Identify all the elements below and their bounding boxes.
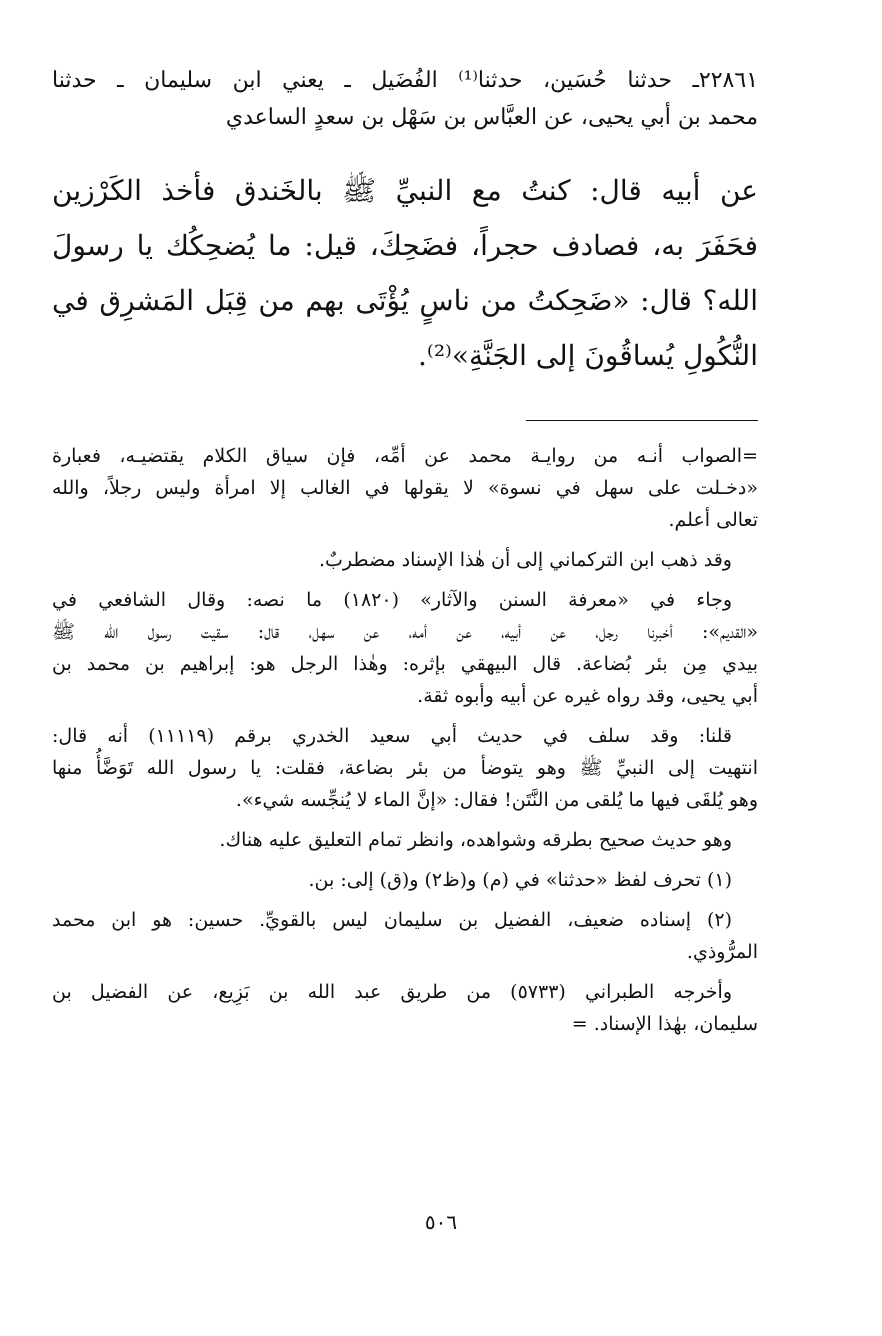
footnote-line: وهو حديث صحيح بطرقه وشواهده، وانظر تمام التعليق عليه هناك. — [219, 829, 732, 851]
footnote-line: وهو يُلقَى فيها ما يُلقى من النَّتَن! فقال: «إنَّ الماء لا يُنجِّسه شيء». — [235, 789, 758, 811]
footnote-line: (١) تحرف لفظ «حدثنا» في (م) و(ظ٢) و(ق) إلى: بن. — [308, 869, 732, 891]
footnote-line: (٢) إسناده ضعيف، الفضيل بن سليمان ليس بالقويِّ. حسين: هو ابن محمد — [52, 909, 732, 931]
footnote-line: وأخرجه الطبراني (٥٧٣٣) من طريق عبد الله بن بَزِيع، عن الفضيل بن — [52, 981, 732, 1003]
page-number: ٥٠٦ — [424, 1210, 458, 1234]
hadith-matn — [52, 163, 758, 383]
footnote-line: بيدي مِن بئر بُضاعة. قال البيهقي بإثره: وهٰذا الرجل هو: إبراهيم بن محمد بن — [52, 653, 758, 675]
footnote-paragraph — [52, 584, 758, 712]
footnote-paragraph — [52, 440, 758, 536]
footnote-line: وجاء في «معرفة السنن والآثار» (١٨٢٠) ما نصه: وقال الشافعي في — [52, 589, 733, 611]
footnote-line: المرُّوذي. — [686, 941, 758, 963]
hadith-matn-line: النُّكُولِ يُساقُونَ إلى الجَنَّةِ»⁽²⁾. — [418, 339, 758, 372]
footnote-line: انتهيت إلى النبيِّ ﷺ وهو يتوضأ من بئر بضاعة، فقلت: يا رسول الله تَوَضَّأُ منها — [52, 757, 758, 779]
footnote-line: «دخـلت على سهل في نسوة» لا يقولها في الغالب إلا امرأة وليس رجلاً، والله — [52, 477, 758, 499]
footnote-paragraph — [52, 720, 758, 816]
footnote-line: قلنا: وقد سلف في حديث أبي سعيد الخدري برقم (١١١١٩) أنه قال: — [52, 725, 732, 747]
hadith-matn-line: الله؟ قال: «ضَحِكتُ من ناسٍ يُؤْتَى بهم من قِبَل المَشرِق في — [52, 284, 758, 317]
footnote-paragraph — [52, 544, 758, 576]
footnotes — [52, 440, 758, 1048]
footnote-1 — [52, 864, 758, 896]
footnote-separator — [526, 420, 758, 421]
footnote-line: أبي يحيى، وقد رواه غيره عن أبيه وأبوه ثقة. — [417, 685, 758, 707]
footnote-2 — [52, 904, 758, 968]
footnote-paragraph — [52, 976, 758, 1040]
footnote-line: تعالى أعلم. — [668, 509, 758, 531]
footnote-line: سليمان، بهٰذا الإسناد. = — [571, 1013, 758, 1035]
hadith-matn-line: عن أبيه قال: كنتُ مع النبيِّ ﷺ بالخَندق فأخذ الكَرْزين — [52, 174, 758, 207]
footnote-line: =الصواب أنـه من روايـة محمد عن أمِّه، فإن سياق الكلام يقتضيـه، فعبارة — [52, 445, 758, 467]
footnote-line: «القديم»: أخبرنا رجل، عن أبيه، عن أمه، عن سهل، قال: سقيت رسول الله ﷺ — [52, 621, 758, 643]
footnote-paragraph — [52, 824, 758, 856]
hadith-isnad-line: ٢٢٨٦١ـ حدثنا حُسَين، حدثنا⁽¹⁾ الفُضَيل ـ يعني ابن سليمان ـ حدثنا — [52, 68, 759, 93]
hadith-isnad — [52, 62, 758, 136]
hadith-matn-line: فحَفَرَ به، فصادف حجراً، فضَحِكَ، قيل: ما يُضحِكُك يا رسولَ — [52, 229, 758, 262]
footnote-line: وقد ذهب ابن التركماني إلى أن هٰذا الإسناد مضطربٌ. — [318, 549, 732, 571]
hadith-isnad-line: محمد بن أبي يحيى، عن العبَّاس بن سَهْل بن سعدٍ الساعدي — [225, 105, 758, 130]
